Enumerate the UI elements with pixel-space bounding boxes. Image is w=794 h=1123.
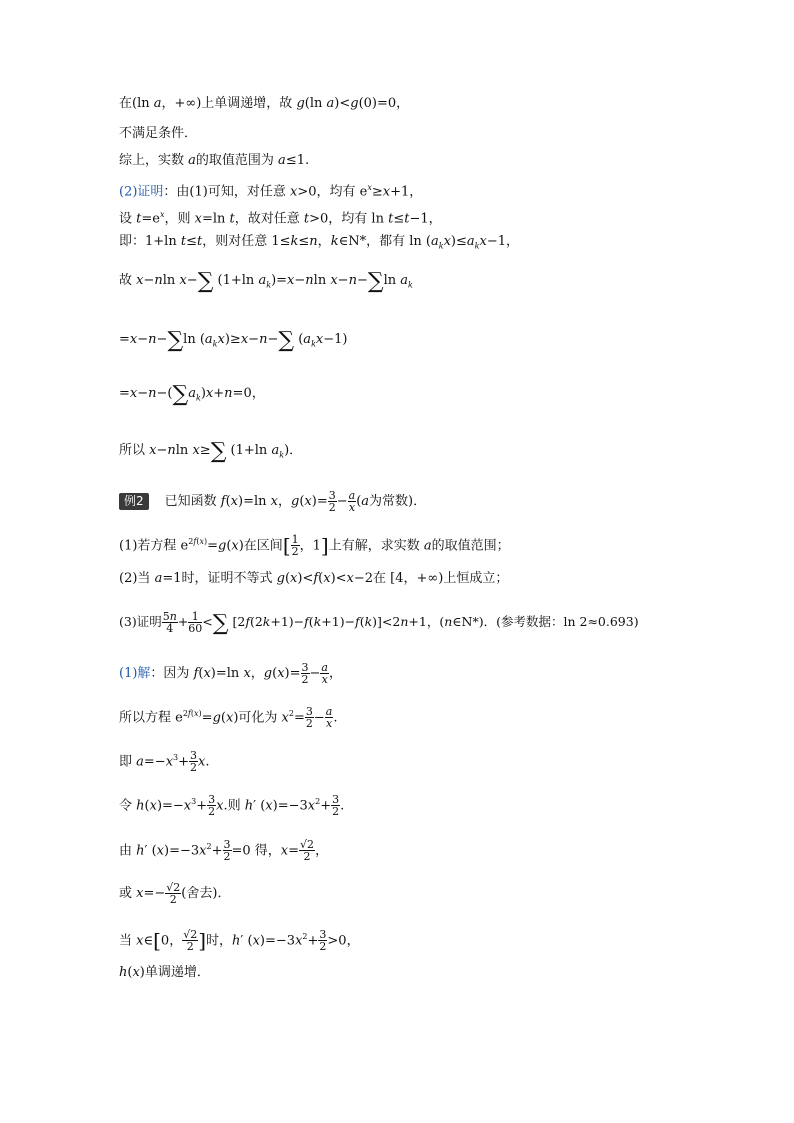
solution-label: (1)解: [119, 666, 151, 681]
text-line: 在(ln a，+∞)上单调递增，故 g(ln a)<g(0)=0，: [119, 96, 410, 111]
text-line: h(x)单调递增．: [119, 965, 210, 980]
text-line: 令 $h(x)=-x^3+$ $\frac{3}{2}$ x.则 h′ $(x)=-3x^2+$ $\frac{3}{2}$ .: [119, 793, 345, 819]
text-line: =x−n−∑ln $(a_kx)\ge x-n-\sum$ $(a_kx-1)$: [119, 328, 348, 353]
text-line: 综上，实数 a的取值范围为 a≤1.: [119, 153, 310, 168]
question-1: (1)若方程 $e^{2f(x)}=g(x)$在区间[ $\frac{1}{2}$ ，1]上有解，求实数 a的取值范围；: [119, 533, 510, 559]
example-badge: 例2: [119, 493, 149, 510]
proof-label: (2)证明: [119, 184, 164, 200]
text-line: 当 x∈[0， $\frac{√2}{2}$ ]时，h′ $(x)=-3x^2+$ $\frac{3}{2}$ >0，: [119, 928, 360, 954]
text-line: (2)证明：由(1)可知，对任意 x>0，均有 $e^x\ge x+1$，: [119, 183, 423, 200]
text-line: 故 x−nln x−∑ (1+ln $a_k)=x-nln$ x−n−∑ln $a_k$: [119, 269, 413, 294]
text-line: 所以 x−nln x≥∑ (1+ln $a_k$)．: [119, 439, 303, 464]
text-line: 设 $t=e^x$，则 x=ln t，故对任意 t>0，均有 ln t≤t−1，: [119, 210, 442, 227]
text-line: 不满足条件．: [119, 126, 198, 141]
text-line: 或 x=− $\frac{√2}{2}$ (舍去)．: [119, 881, 231, 906]
question-3: (3)证明 $\frac{5n}{4}$ + $\frac{1}{60}$ <∑ [2f(2k+1)−f(k+1)−f(k)]<2n+1，(n∈N*)．(参考数据：ln 2≈0.693): [119, 610, 639, 636]
text-line: 由 h′ $(x)=-3x^2+$ $\frac{3}{2}$ =0 得，x= $\frac{√2}{2}$ ，: [119, 838, 329, 864]
text-line: (1)解：因为 f(x)=ln x，g(x)= $\frac{3}{2}$ − $\frac{a}{x}$ ，: [119, 661, 342, 686]
text-line: 即：1+ln t≤t，则对任意 1≤k≤n，k∈N*，都有 $\ln (a_kx)\le a_kx-1$，: [119, 234, 520, 251]
text-line: $=x-n-(\sum a_k)x+n=0$，: [119, 382, 265, 407]
text-line: 即 $a=-x^3+$ $\frac{3}{2}$ x.: [119, 749, 210, 775]
text-line: 所以方程 $e^{2f(x)}=g(x)$可化为 $x^2=$ $\frac{3}{2}$ − $\frac{a}{x}$ .: [119, 705, 338, 731]
example-heading: 例2 已知函数 f(x)=ln x，g(x)= $\frac{3}{2}$ − $\frac{a}{x}$ (a为常数)．: [119, 490, 426, 513]
question-2: (2)当 a=1时，证明不等式 g(x)<f(x)<x−2在 [4，+∞)上恒成立；: [119, 571, 509, 586]
